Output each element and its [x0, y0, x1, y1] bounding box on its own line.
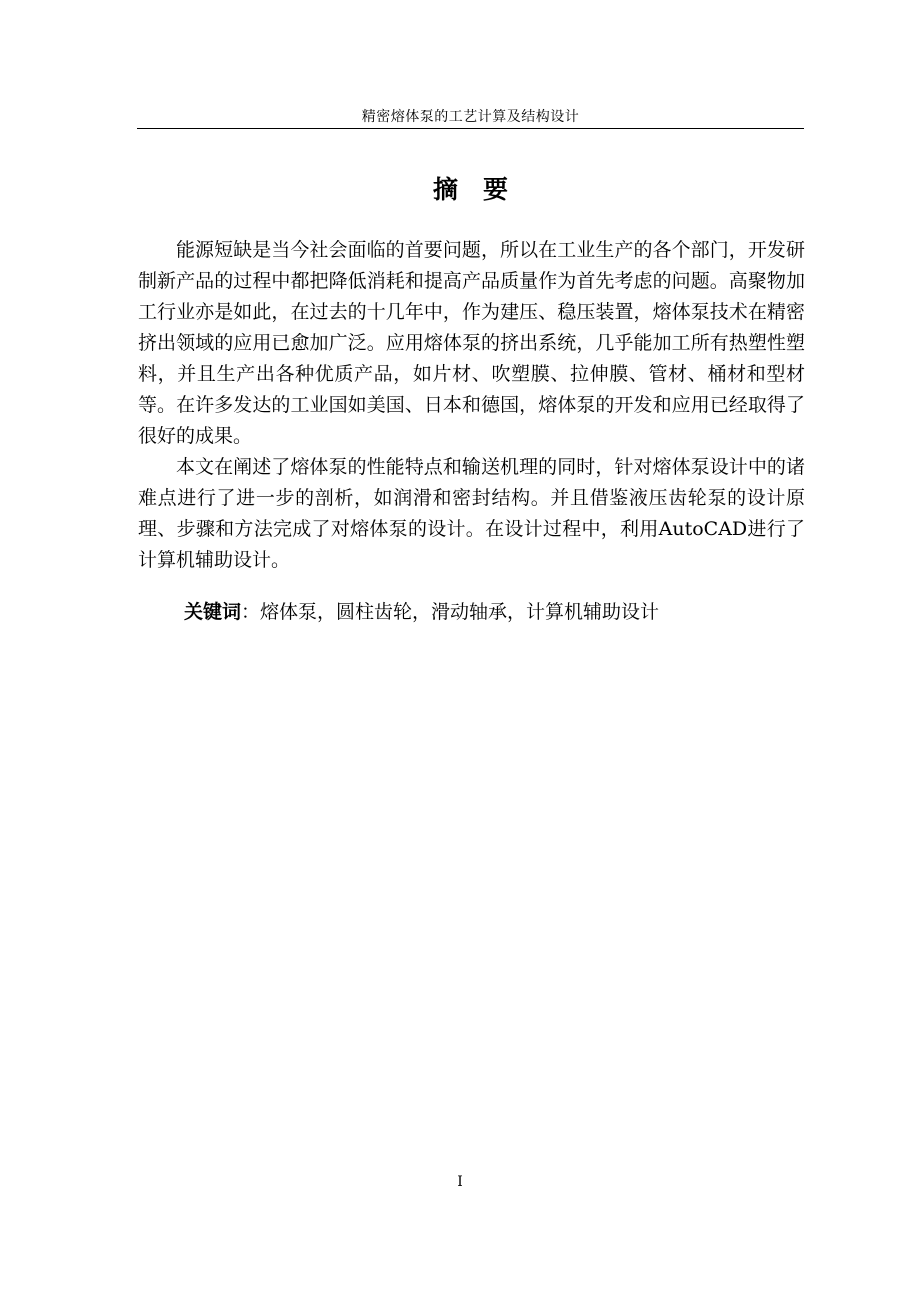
running-header-title: 精密熔体泵的工艺计算及结构设计 [361, 109, 580, 125]
abstract-paragraph-2: 本文在阐述了熔体泵的性能特点和输送机理的同时，针对熔体泵设计中的诸难点进行了进一步的剖析，如润滑和密封结构。并且借鉴液压齿轮泵的设计原理、步骤和方法完成了对熔体泵的设计。在设计过程中，利用AutoCAD进行了计算机辅助设计。 [138, 456, 805, 571]
abstract-title: 摘 要 [432, 175, 508, 204]
keywords-line [184, 597, 659, 628]
page-number: I [457, 1174, 463, 1190]
keywords-separator: ： [241, 601, 261, 623]
header-divider [137, 128, 804, 129]
keywords-value: 熔体泵，圆柱齿轮，滑动轴承，计算机辅助设计 [260, 601, 660, 623]
abstract-paragraph-1: 能源短缺是当今社会面临的首要问题，所以在工业生产的各个部门，开发研制新产品的过程中都把降低消耗和提高产品质量作为首先考虑的问题。高聚物加工行业亦是如此，在过去的十几年中，作为建压、稳压装置，熔体泵技术在精密挤出领域的应用已愈加广泛。应用熔体泵的挤出系统，几乎能加工所有热塑性塑料，并且生产出各种优质产品，如片材、吹塑膜、拉伸膜、管材、桶材和型材等。在许多发达的工业国如美国、日本和德国，熔体泵的开发和应用已经取得了很好的成果。 [138, 239, 805, 447]
keywords-label: 关键词 [184, 601, 242, 623]
abstract-body [138, 235, 805, 576]
